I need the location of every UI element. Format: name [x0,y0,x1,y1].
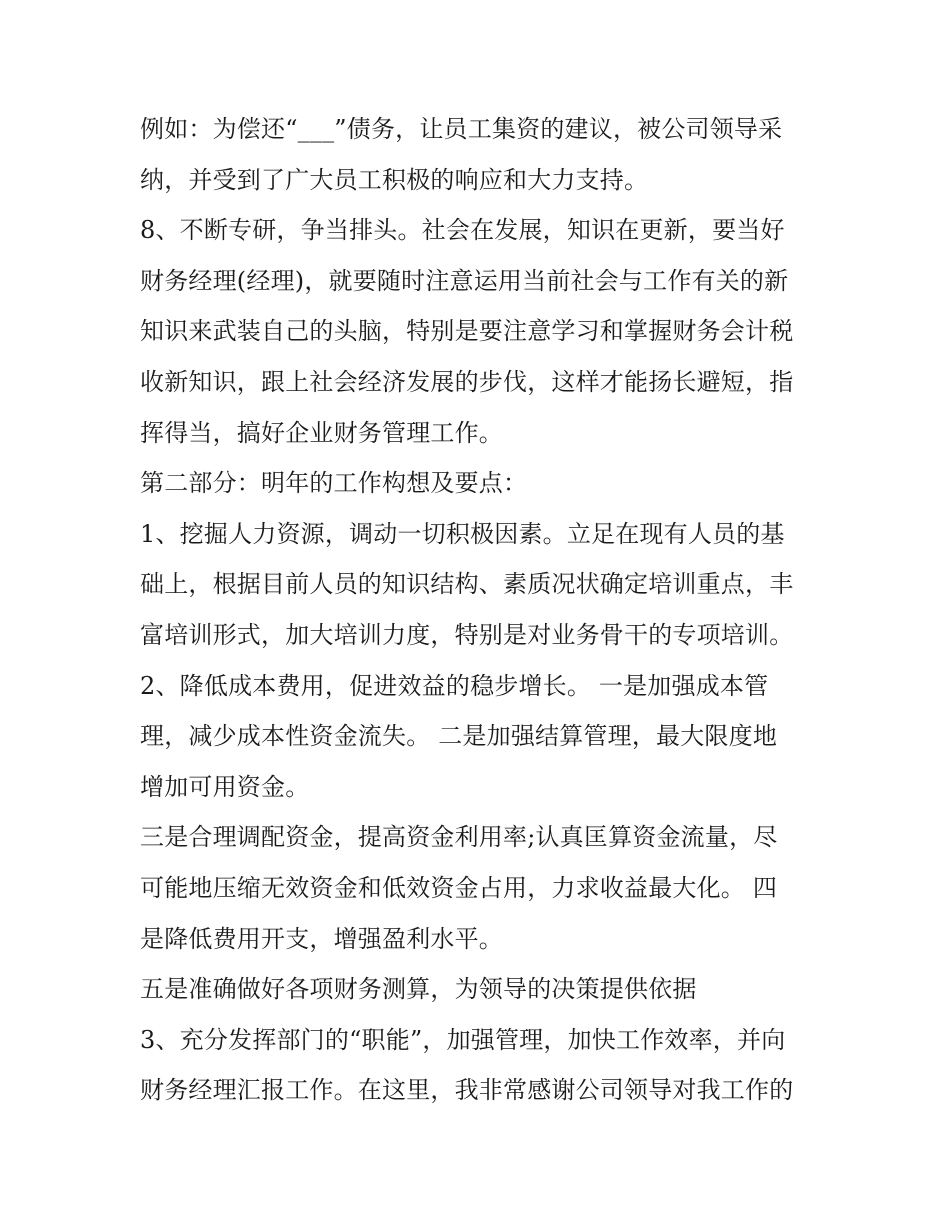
text-line: 是降低费用开支，增强盈利水平。 [140,924,503,953]
text-line: 1、挖掘人力资源，调动一切积极因素。立足在现有人员的基 [140,519,785,548]
section-heading: 第二部分：明年的工作构想及要点： [140,469,528,498]
text-line: 3、充分发挥部门的“职能”，加强管理，加快工作效率，并向 [140,1025,786,1054]
text-line: 8、不断专研，争当排头。社会在发展，知识在更新，要当好 [140,216,785,245]
text-line: 例如：为偿还“___”债务，让员工集资的建议，被公司领导采 [140,115,783,143]
text-line: 2、降低成本费用，促进效益的稳步增长。 一是加强成本管 [140,671,769,700]
document-body [140,104,820,1116]
text-line: 础上，根据目前人员的知识结构、素质况状确定培训重点，丰 [140,570,794,599]
text-line: 理，减少成本性资金流失。 二是加强结算管理，最大限度地 [140,722,778,751]
text-line: 财务经理(经理)，就要随时注意运用当前社会与工作有关的新 [140,266,789,295]
text-line: 可能地压缩无效资金和低效资金占用，力求收益最大化。 四 [140,873,778,902]
text-line: 知识来武装自己的头脑，特别是要注意学习和掌握财务会计税 [140,317,794,346]
text-line: 增加可用资金。 [140,772,310,801]
text-line: 富培训形式，加大培训力度，特别是对业务骨干的专项培训。 [140,620,794,649]
text-line: 收新知识，跟上社会经济发展的步伐，这样才能扬长避短，指 [140,367,794,396]
text-line: 三是合理调配资金，提高资金利用率;认真匡算资金流量，尽 [140,823,778,852]
text-line: 财务经理汇报工作。在这里，我非常感谢公司领导对我工作的 [140,1076,794,1105]
text-line: 挥得当，搞好企业财务管理工作。 [140,418,503,447]
text-line: 五是准确做好各项财务测算，为领导的决策提供依据 [140,975,697,1004]
text-line: 纳，并受到了广大员工积极的响应和大力支持。 [140,165,649,194]
